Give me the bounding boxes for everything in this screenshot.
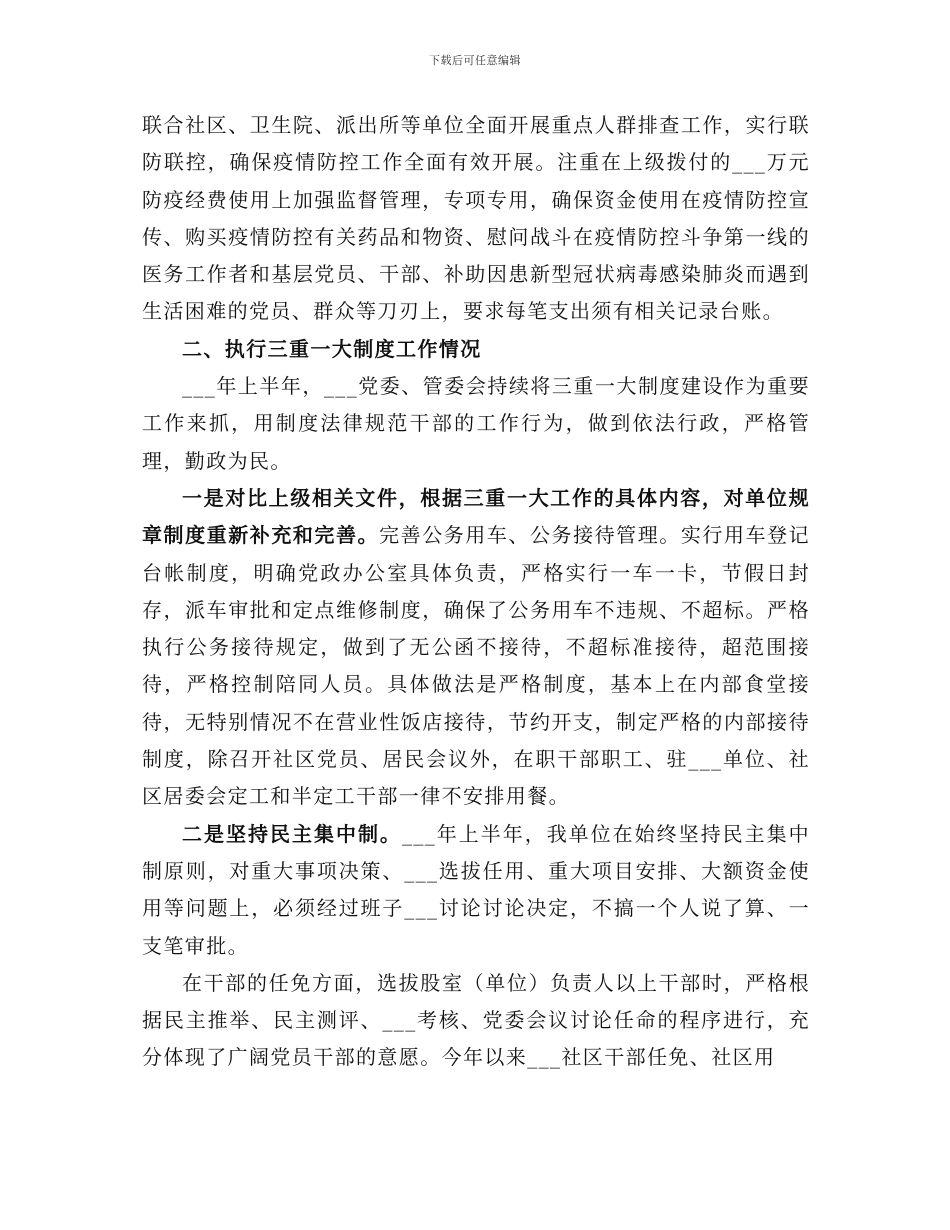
document-body xyxy=(142,107,810,1077)
paragraph-6-text: 在干部的任免方面，选拔股室（单位）负责人以上干部时，严格根据民主推举、民主测评、___考核、党委会议讨论任命的程序进行，充分体现了广阔党员干部的意愿。今年以来___社区干部任免、社区用 xyxy=(142,970,810,1070)
paragraph-5 xyxy=(142,816,810,965)
paragraph-1 xyxy=(142,107,810,331)
page-header: 下载后可任意编辑 xyxy=(429,54,521,67)
section-heading-2 xyxy=(142,331,810,368)
paragraph-3-text: ___年上半年，___党委、管委会持续将三重一大制度建设作为重要工作来抓，用制度法律规范干部的工作行为，做到依法行政，严格管理，勤政为民。 xyxy=(142,374,810,473)
paragraph-4 xyxy=(142,480,810,816)
paragraph-6 xyxy=(142,965,810,1077)
paragraph-4-bold: 一是对比上级相关文件，根据三重一大工作的具体内容，对单位规章制度重新补充和完善。 xyxy=(142,485,810,548)
section-heading-2-text: 二、执行三重一大制度工作情况 xyxy=(182,336,482,361)
paragraph-5-bold: 二是坚持民主集中制。 xyxy=(182,821,402,846)
paragraph-1-text: 联合社区、卫生院、派出所等单位全面开展重点人群排查工作，实行联防联控，确保疫情防控工作全面有效开展。注重在上级拨付的___万元防疫经费使用上加强监督管理，专项专用，确保资金使用在疫情防控宣传、购买疫情防控有关药品和物资、慰问战斗在疫情防控斗争第一线的医务工作者和基层党员、干部、补助因患新型冠状病毒感染肺炎而遇到生活困难的党员、群众等刀刃上，要求每笔支出须有相关记录台账。 xyxy=(142,113,810,324)
paragraph-5-text: ___年上半年，我单位在始终坚持民主集中制原则，对重大事项决策、___选拔任用、重大项目安排、大额资金使用等问题上，必须经过班子___讨论讨论决定，不搞一个人说了算、一支笔审批。 xyxy=(142,821,811,958)
paragraph-4-text: 完善公务用车、公务接待管理。实行用车登记台帐制度，明确党政办公室具体负责，严格实行一车一卡，节假日封存，派车审批和定点维修制度，确保了公务用车不违规、不超标。严格执行公务接待规定，做到了无公函不接待，不超标准接待，超范围接待，严格控制陪同人员。具体做法是严格制度，基本上在内部食堂接待，无特别情况不在营业性饭店接待，节约开支，制定严格的内部接待制度，除召开社区党员、居民会议外，在职干部职工、驻___单位、社区居委会定工和半定工干部一律不安排用餐。 xyxy=(142,523,811,809)
paragraph-3 xyxy=(142,368,810,480)
